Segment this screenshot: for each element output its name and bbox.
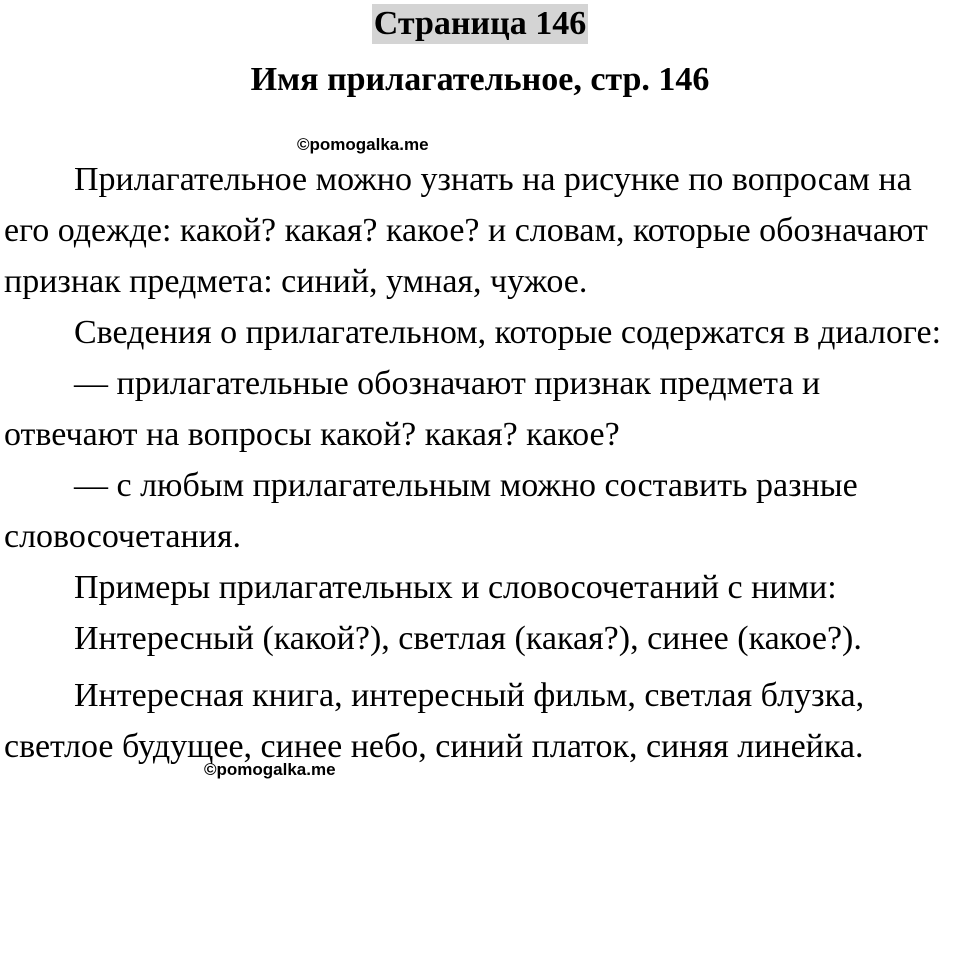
paragraph: Прилагательное можно узнать на рисунке по вопросам на его одежде: какой? какая? какое? и словам, которые обозначают признак предмета: синий, умная, чужое. <box>4 161 928 300</box>
page-header <box>0 0 960 100</box>
page-number: Страница 146 <box>373 5 587 42</box>
page-subtitle: Имя прилагательное, стр. 146 <box>250 61 710 98</box>
paragraph: Сведения о прилагательном, которые содержатся в диалоге: <box>74 314 942 351</box>
paragraph: Примеры прилагательных и словосочетаний с ними: <box>74 569 837 606</box>
watermark: ©pomogalka.me <box>204 760 336 779</box>
paragraph: Интересный (какой?), светлая (какая?), синее (какое?). <box>74 620 862 657</box>
paragraph: — прилагательные обозначают признак предмета и отвечают на вопросы какой? какая? какое? <box>4 365 821 453</box>
watermark: ©pomogalka.me <box>297 135 429 154</box>
body-text <box>4 154 960 772</box>
paragraph: Интересная книга, интересный фильм, светлая блузка, светлое будущее, синее небо, синий платок, синяя линейка. <box>4 677 865 765</box>
paragraph: — с любым прилагательным можно составить разные словосочетания. <box>4 467 858 555</box>
